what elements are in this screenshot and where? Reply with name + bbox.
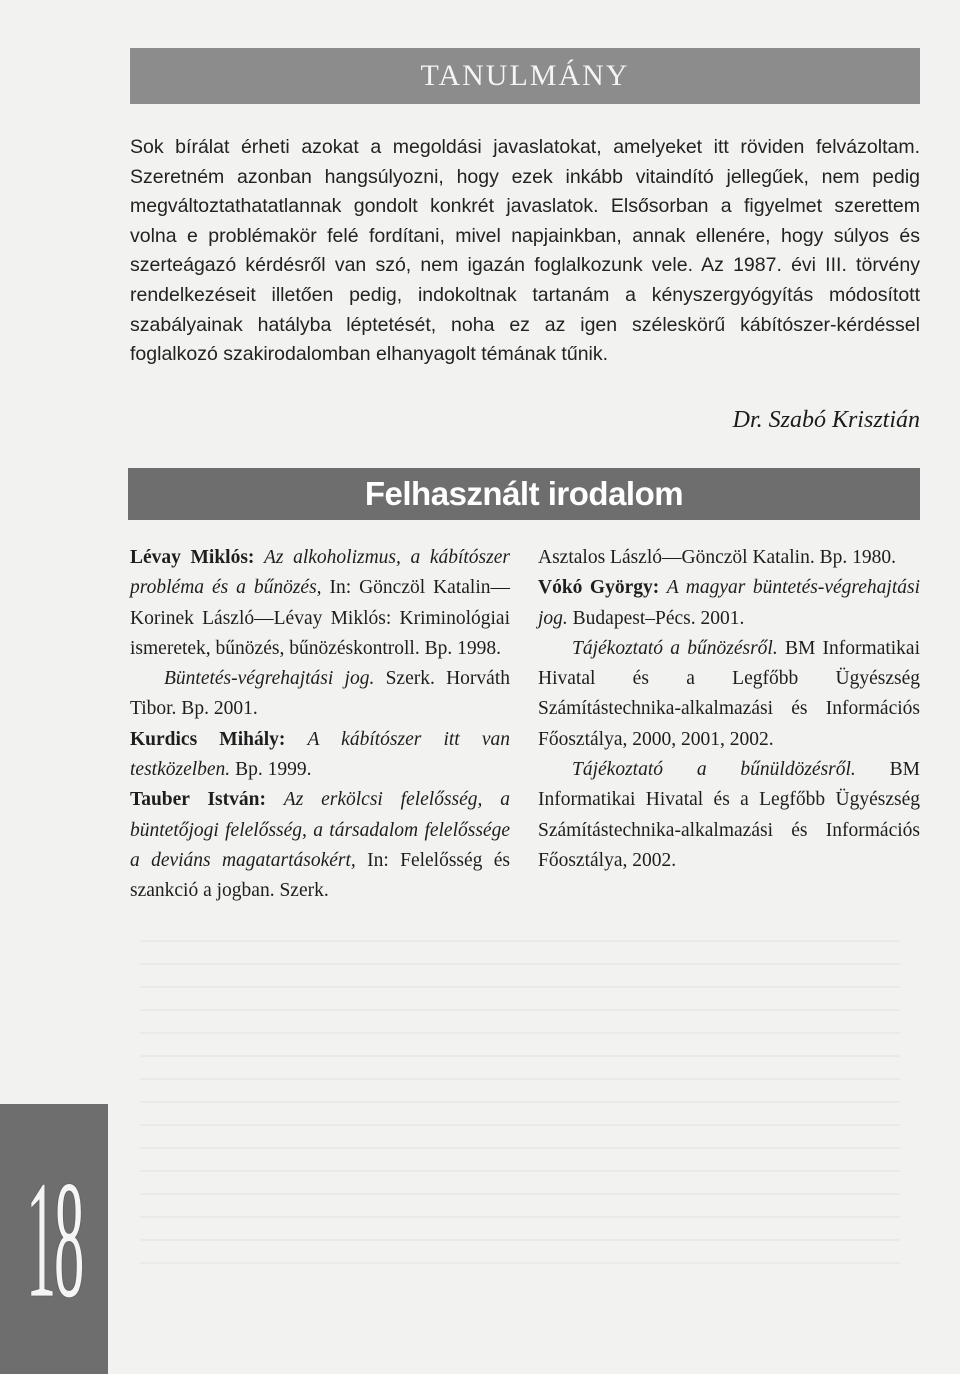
reference-details: Szerk. Horváth Tibor. Bp. 2001.: [130, 668, 510, 720]
reference-entry: [130, 785, 510, 906]
reference-entry: [130, 543, 510, 664]
reference-entry: [538, 755, 920, 876]
reference-title: Az alkoholizmus, a kábítószer probléma és a bűnözés,: [130, 547, 510, 599]
reference-title: Az erkölcsi felelősség, a büntetőjogi felelősség, a társadalom felelőssége a deviáns magatartásokért,: [130, 789, 511, 871]
reference-details: BM Informatikai Hivatal és a Legfőbb Ügyészség Számítástechnika-alkalmazási és Információs Főosztálya, 2002.: [538, 759, 920, 871]
reference-title: Tájékoztató a bűnözésről.: [572, 637, 778, 659]
reference-entry: [538, 634, 920, 755]
show-through-background: [140, 940, 900, 1270]
reference-details: Asztalos László—Gönczöl Katalin. Bp. 1980.: [538, 547, 896, 568]
reference-entry: [538, 573, 920, 634]
references-heading: [128, 468, 920, 520]
section-title: TANULMÁNY: [420, 59, 630, 92]
reference-author: Lévay Miklós:: [130, 547, 255, 568]
closing-paragraph: Sok bírálat érheti azokat a megoldási javaslatokat, amelyeket itt röviden felvázoltam. Szeretném azonban hangsúlyozni, hogy ezek inkább vitaindító jellegűek, nem pedig megváltoztathatatlannak gondolt konkrét javaslatok. Elsősorban a figyelmet szerettem volna e problémakör felé fordítani, mivel napjainkban, annak ellenére, hogy súlyos és szerteágazó kérdésről van szó, nem igazán foglalkozunk vele. Az 1987. évi III. törvény rendelkezéseit illetően pedig, indokoltnak tartanám a kényszergyógyítás módosított szabályainak hatályba léptetését, noha ez az igen széleskörű kábítószer-kérdéssel foglalkozó szakirodalomban elhanyagolt témának tűnik.: [130, 136, 920, 366]
reference-details: BM Informatikai Hivatal és a Legfőbb Ügyészség Számítástechnika-alkalmazási és Információs Főosztálya, 2000, 2001, 2002.: [538, 637, 921, 750]
reference-title: Tájékoztató a bűnüldözésről.: [572, 759, 856, 781]
references-heading-text: Felhasznált irodalom: [364, 475, 684, 512]
reference-entry: [130, 725, 510, 786]
author-signature: Dr. Szabó Krisztián: [732, 407, 920, 433]
reference-details: In: Gönczöl Katalin—Korinek László—Lévay Miklós: Kriminológiai ismeretek, bűnözés, bűnözéskontroll. Bp. 1998.: [130, 577, 510, 659]
reference-title: A kábítószer itt van testközelben.: [130, 728, 510, 781]
reference-title: Büntetés-végrehajtási jog.: [164, 668, 375, 690]
reference-author: Tauber István:: [130, 789, 266, 811]
reference-title: A magyar büntetés-végrehajtási jog.: [538, 577, 920, 629]
reference-entry: [130, 664, 510, 725]
reference-details: Bp. 1999.: [235, 759, 312, 781]
references-left-column: [130, 543, 510, 907]
section-header: [130, 48, 920, 104]
reference-details: In: Felelősség és szankció a jogban. Szerk.: [130, 849, 510, 902]
reference-details: Budapest–Pécs. 2001.: [572, 607, 745, 629]
page-number: 18: [25, 1145, 83, 1332]
references-right-column: [538, 543, 920, 876]
reference-author: Kurdics Mihály:: [130, 728, 286, 750]
reference-entry: [538, 543, 920, 573]
page-number-tab: [0, 1104, 108, 1374]
reference-author: Vókó György:: [538, 577, 660, 599]
